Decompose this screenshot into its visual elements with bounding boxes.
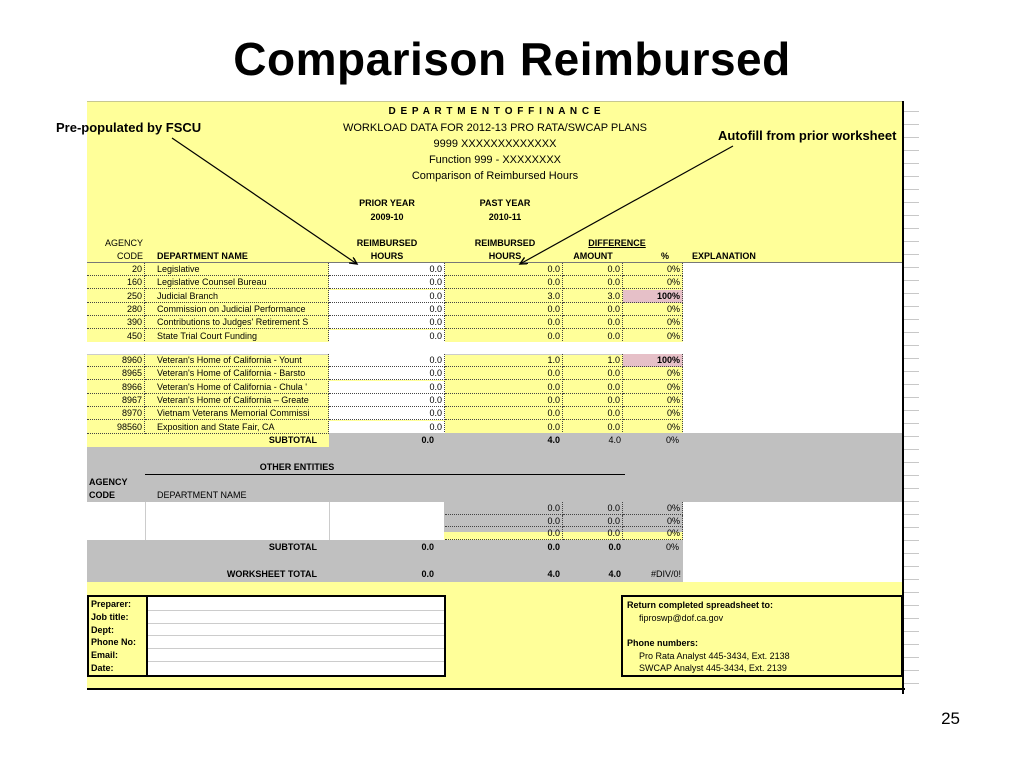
block-a-row-prior[interactable]: 0.0 <box>329 290 445 303</box>
block-b-row-pct[interactable]: 100% <box>623 354 683 367</box>
phone-title: Phone numbers: <box>627 638 699 648</box>
return-email[interactable]: fiproswp@dof.ca.gov <box>639 613 724 623</box>
block-b-row-name[interactable]: Exposition and State Fair, CA <box>145 421 329 434</box>
other-row-pct[interactable]: 0% <box>623 515 683 528</box>
header-line2: 9999 XXXXXXXXXXXXX <box>433 138 557 150</box>
block-a-row-pct[interactable]: 0% <box>623 276 683 289</box>
code-label: CODE <box>116 251 143 261</box>
reimbursed-label-1: REIMBURSED <box>356 238 418 248</box>
block-a-row-past[interactable]: 3.0 <box>445 290 563 303</box>
block-a-row-name[interactable]: Contributions to Judges' Retirement S <box>145 316 329 329</box>
block-b-row-prior[interactable]: 0.0 <box>329 394 445 407</box>
preparer-field-label: Job title: <box>91 611 129 622</box>
subtotal1-pct: 0% <box>665 435 679 445</box>
block-b-row-amount[interactable]: 0.0 <box>563 367 623 380</box>
block-b-row-amount[interactable]: 0.0 <box>563 407 623 420</box>
block-b-row-past[interactable]: 1.0 <box>445 354 563 367</box>
block-a-row-name[interactable]: Legislative Counsel Bureau <box>145 276 329 289</box>
hours-label-1: HOURS <box>370 251 404 261</box>
block-b-row-code[interactable]: 8966 <box>87 381 145 394</box>
block-a-row-code[interactable]: 250 <box>87 290 145 303</box>
prior-year-range: 2009-10 <box>370 212 404 222</box>
block-a-row-pct[interactable]: 0% <box>623 330 683 343</box>
block-a-row-amount[interactable]: 0.0 <box>563 330 623 343</box>
block-a-row-past[interactable]: 0.0 <box>445 303 563 316</box>
block-a-row-code[interactable]: 20 <box>87 263 145 276</box>
block-a-row-pct[interactable]: 0% <box>623 263 683 276</box>
slide-number: 25 <box>941 709 960 728</box>
amount-label: AMOUNT <box>573 251 613 261</box>
prior-year-label: PRIOR YEAR <box>359 198 415 208</box>
block-b-row-code[interactable]: 8960 <box>87 354 145 367</box>
block-b-row-prior[interactable]: 0.0 <box>329 421 445 434</box>
block-b-row-name[interactable]: Veteran's Home of California – Greate <box>145 394 329 407</box>
block-b-row-code[interactable]: 8967 <box>87 394 145 407</box>
block-b-row-code[interactable]: 8970 <box>87 407 145 420</box>
block-a-row-name[interactable]: State Trial Court Funding <box>145 330 329 343</box>
annotation-prepopulated: Pre-populated by FSCU <box>56 120 202 135</box>
block-a-row-past[interactable]: 0.0 <box>445 263 563 276</box>
arrow-left <box>172 138 357 264</box>
block-a-row-pct[interactable]: 0% <box>623 303 683 316</box>
block-b-row-past[interactable]: 0.0 <box>445 367 563 380</box>
block-b-row-prior[interactable]: 0.0 <box>329 354 445 367</box>
worksheet-total-past: 4.0 <box>547 569 560 579</box>
block-b-row-pct[interactable]: 0% <box>623 421 683 434</box>
block-b-row-prior[interactable]: 0.0 <box>329 367 445 380</box>
block-a-row-name[interactable]: Legislative <box>145 263 329 276</box>
subtotal2-prior: 0.0 <box>421 542 434 552</box>
block-b-row-past[interactable]: 0.0 <box>445 421 563 434</box>
block-b-row-pct[interactable]: 0% <box>623 407 683 420</box>
block-b-row-past[interactable]: 0.0 <box>445 381 563 394</box>
subtotal2-amount: 0.0 <box>608 542 621 552</box>
block-b-row-prior[interactable]: 0.0 <box>329 407 445 420</box>
block-b-row-past[interactable]: 0.0 <box>445 394 563 407</box>
preparer-field-label: Dept: <box>91 624 114 635</box>
slide-title: Comparison Reimbursed <box>233 33 791 85</box>
block-b-row-amount[interactable]: 0.0 <box>563 381 623 394</box>
other-agency-label: AGENCY <box>89 477 128 487</box>
hours-label-2: HOURS <box>488 251 522 261</box>
block-b-row-pct[interactable]: 0% <box>623 367 683 380</box>
subtotal2-pct: 0% <box>665 542 679 552</box>
difference-label: DIFFERENCE <box>588 238 646 248</box>
header-line1: WORKLOAD DATA FOR 2012-13 PRO RATA/SWCAP PLANS <box>342 122 647 134</box>
reimbursed-label-2: REIMBURSED <box>474 238 536 248</box>
preparer-field-label: Date: <box>91 663 114 673</box>
dept-header: D E P A R T M E N T O F F I N A N C E <box>388 106 602 117</box>
pct-label: % <box>660 251 669 261</box>
other-row-pct[interactable]: 0% <box>623 527 683 540</box>
preparer-field-label: Phone No: <box>91 637 136 648</box>
subtotal1-label: SUBTOTAL <box>268 435 317 445</box>
block-a-row-prior[interactable]: 0.0 <box>329 263 445 276</box>
other-dept-name-label: DEPARTMENT NAME <box>157 490 247 500</box>
block-a-row-amount[interactable]: 0.0 <box>563 263 623 276</box>
annotation-autofill: Autofill from prior worksheet <box>718 128 897 143</box>
other-row-amount[interactable]: 0.0 <box>563 502 623 515</box>
block-b-row-name[interactable]: Veteran's Home of California - Yount <box>145 354 329 367</box>
worksheet-total-amount: 4.0 <box>608 569 621 579</box>
subtotal1-prior: 0.0 <box>421 435 434 445</box>
other-row-past[interactable]: 0.0 <box>445 527 563 540</box>
block-a-row-code[interactable]: 160 <box>87 276 145 289</box>
other-row-past[interactable]: 0.0 <box>445 515 563 528</box>
worksheet-total-prior: 0.0 <box>421 569 434 579</box>
block-b-row-prior[interactable]: 0.0 <box>329 381 445 394</box>
block-b-row-past[interactable]: 0.0 <box>445 407 563 420</box>
block-b-row-name[interactable]: Veteran's Home of California - Chula ' <box>145 381 329 394</box>
other-row-amount[interactable]: 0.0 <box>563 515 623 528</box>
block-a-row-prior[interactable]: 0.0 <box>329 303 445 316</box>
subtotal1-amount: 4.0 <box>608 435 621 445</box>
block-a-row-code[interactable]: 450 <box>87 330 145 343</box>
phone-2: SWCAP Analyst 445-3434, Ext. 2139 <box>639 663 787 673</box>
preparer-field-label: Preparer: <box>91 599 132 609</box>
header-line3: Function 999 - XXXXXXXX <box>428 154 562 166</box>
subtotal2-past: 0.0 <box>547 542 560 552</box>
block-b-row-amount[interactable]: 1.0 <box>563 354 623 367</box>
block-a-row-past[interactable]: 0.0 <box>445 330 563 343</box>
subtotal2-label: SUBTOTAL <box>268 542 317 552</box>
other-row-pct[interactable]: 0% <box>623 502 683 515</box>
header-line4: Comparison of Reimbursed Hours <box>411 170 579 182</box>
agency-label: AGENCY <box>104 238 143 248</box>
arrow-right <box>520 146 733 264</box>
block-a-row-pct[interactable]: 100% <box>623 290 683 303</box>
preparer-field-label: Email: <box>91 650 119 661</box>
block-b-row-pct[interactable]: 0% <box>623 394 683 407</box>
block-a-row-amount[interactable]: 0.0 <box>563 303 623 316</box>
block-a-row-pct[interactable]: 0% <box>623 316 683 329</box>
worksheet-total-pct: #DIV/0! <box>650 569 681 579</box>
phone-1: Pro Rata Analyst 445-3434, Ext. 2138 <box>639 651 790 661</box>
block-b-row-code[interactable]: 8965 <box>87 367 145 380</box>
block-b-row-name[interactable]: Vietnam Veterans Memorial Commissi <box>145 407 329 420</box>
other-row-past[interactable]: 0.0 <box>445 502 563 515</box>
block-a-row-name[interactable]: Commission on Judicial Performance <box>145 303 329 316</box>
return-title: Return completed spreadsheet to: <box>627 600 774 610</box>
block-a-row-past[interactable]: 0.0 <box>445 316 563 329</box>
block-a-row-amount[interactable]: 0.0 <box>563 276 623 289</box>
block-b-row-code[interactable]: 98560 <box>87 421 145 434</box>
other-row-amount[interactable]: 0.0 <box>563 527 623 540</box>
block-a-row-past[interactable]: 0.0 <box>445 276 563 289</box>
other-code-label: CODE <box>89 490 116 500</box>
past-year-range: 2010-11 <box>488 212 522 222</box>
block-a-row-prior[interactable]: 0.0 <box>329 276 445 289</box>
block-a-row-name[interactable]: Judicial Branch <box>145 290 329 303</box>
block-b-row-amount[interactable]: 0.0 <box>563 421 623 434</box>
block-b-row-name[interactable]: Veteran's Home of California - Barsto <box>145 367 329 380</box>
worksheet-total-label: WORKSHEET TOTAL <box>226 569 317 579</box>
block-a-row-amount[interactable]: 3.0 <box>563 290 623 303</box>
block-b-row-amount[interactable]: 0.0 <box>563 394 623 407</box>
block-a-row-code[interactable]: 390 <box>87 316 145 329</box>
block-b-row-pct[interactable]: 0% <box>623 381 683 394</box>
other-entities-title: OTHER ENTITIES <box>259 462 335 472</box>
subtotal1-past: 4.0 <box>547 435 560 445</box>
past-year-label: PAST YEAR <box>479 198 531 208</box>
block-a-row-prior[interactable]: 0.0 <box>329 316 445 329</box>
block-a-row-amount[interactable]: 0.0 <box>563 316 623 329</box>
explanation-label: EXPLANATION <box>692 251 756 261</box>
dept-name-label: DEPARTMENT NAME <box>157 251 248 261</box>
block-a-row-prior[interactable]: 0.0 <box>329 330 445 343</box>
block-a-row-code[interactable]: 280 <box>87 303 145 316</box>
